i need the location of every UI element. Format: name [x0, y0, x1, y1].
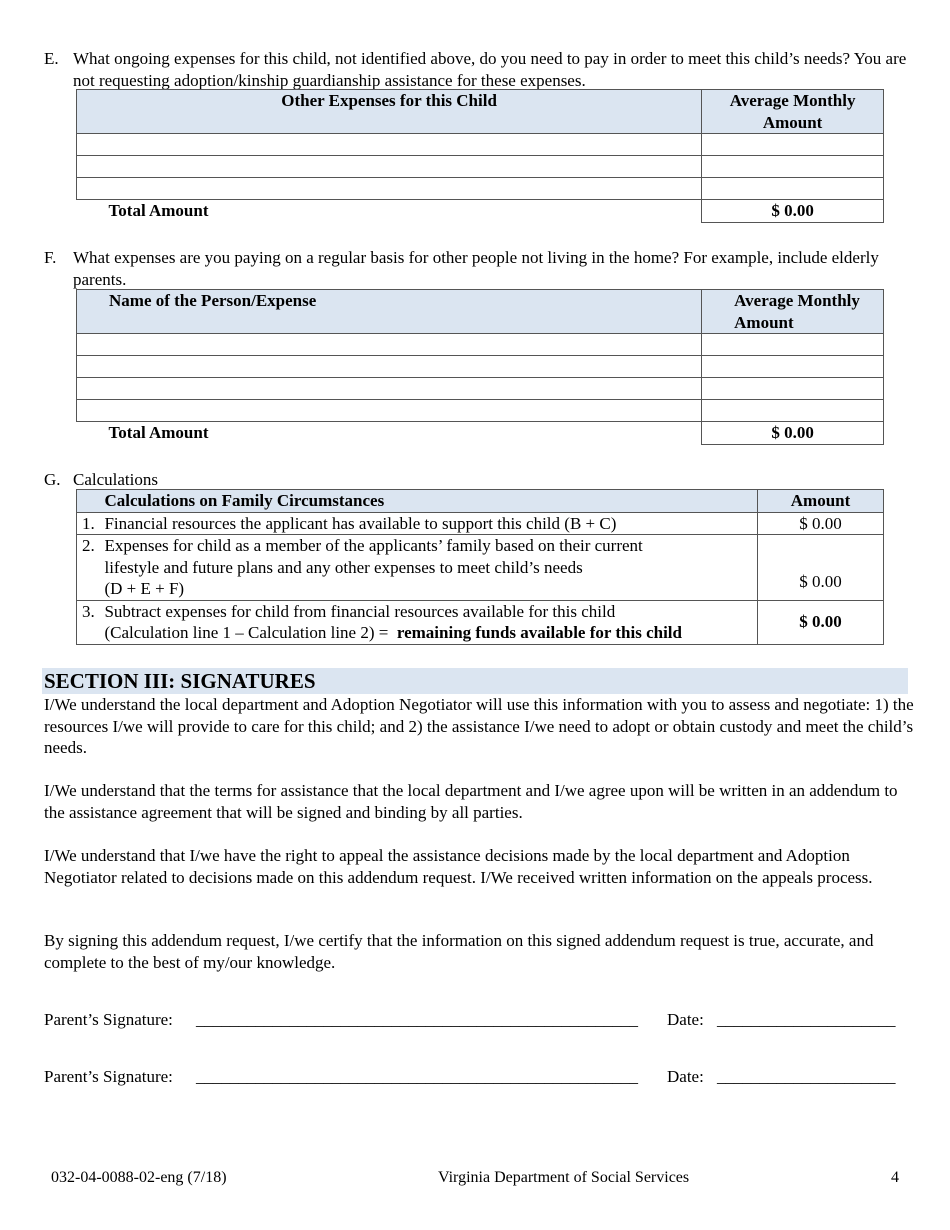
table-row [77, 156, 884, 178]
amount-input[interactable] [702, 400, 884, 422]
signature-row-2 [44, 1066, 909, 1088]
calc-line-3-text [104, 600, 757, 644]
table-row [77, 334, 884, 356]
date-line[interactable]: _____________________ [717, 1067, 896, 1086]
form-id: 032-04-0088-02-eng (7/18) [51, 1169, 227, 1186]
other-expenses-header: Other Expenses for this Child [77, 90, 702, 134]
expense-input[interactable] [77, 400, 702, 422]
monthly-amount-header: Average Monthly Amount [702, 90, 884, 134]
question-e [44, 48, 914, 91]
expense-input[interactable] [77, 134, 702, 156]
table-row [77, 512, 884, 535]
amount-input[interactable] [702, 334, 884, 356]
calc-line-3-text-b: (Calculation line 1 – Calculation line 2) = [104, 623, 389, 642]
question-f-text: What expenses are you paying on a regular basis for other people not living in the home? For example, include elderly parents. [73, 248, 879, 289]
calc-line-3-text-a: Subtract expenses for child from financial resources available for this child [104, 601, 616, 621]
signature-row-1 [44, 1009, 909, 1031]
signature-label: Parent’s Signature: [44, 1067, 173, 1086]
paragraph-2: I/We understand that the terms for assistance that the local department and I/we agree upon will be written in an addendum to the assistance agreement that will be signed and binding by all parties. [44, 781, 898, 822]
question-e-letter: E. [44, 49, 59, 68]
agency-name: Virginia Department of Social Services [438, 1169, 690, 1186]
calc-line-2-text-a: Expenses for child as a member of the applicants’ family based on their current [104, 536, 643, 555]
total-value: $ 0.00 [702, 200, 884, 223]
remaining-funds-label: remaining funds available for this child [396, 623, 682, 642]
calculations-table [76, 489, 884, 645]
expense-input[interactable] [77, 378, 702, 400]
table-row [77, 400, 884, 422]
expense-input[interactable] [77, 178, 702, 200]
amount-input[interactable] [702, 134, 884, 156]
page-number: 4 [891, 1169, 899, 1186]
question-g-text: Calculations [73, 470, 158, 489]
question-f [44, 247, 914, 290]
amount-input[interactable] [702, 178, 884, 200]
monthly-amount-header: Average Monthly Amount [702, 290, 884, 334]
calc-line-2-amount: $ 0.00 [758, 535, 884, 601]
section-title-bar [42, 668, 908, 694]
table-row [77, 134, 884, 156]
paragraph-1: I/We understand the local department and Adoption Negotiator will use this information with you to assess and negotiate: 1) the resources I/we will provide to care for this child; and 2) the assistance I/we need to adopt or obtain custody and meet the child’s needs. [44, 695, 914, 757]
row-number: 2. [77, 535, 105, 601]
paragraph-3: I/We understand that I/we have the right to appeal the assistance decisions made by the local department and Adoption Negotiator related to decisions made on this addendum request. I/We received written information on the appeals process. [44, 846, 873, 887]
calc-line-2-text-b: lifestyle and future plans and any other expenses to meet child’s needs [104, 557, 583, 577]
amount-input[interactable] [702, 356, 884, 378]
expense-input[interactable] [77, 156, 702, 178]
other-people-expenses-table [76, 289, 884, 445]
date-label: Date: [667, 1010, 704, 1029]
question-f-letter: F. [44, 248, 57, 267]
calc-line-2-text [104, 535, 757, 601]
row-number: 1. [77, 512, 105, 535]
signature-line[interactable]: ____________________________________________________ [196, 1010, 638, 1029]
date-label: Date: [667, 1067, 704, 1086]
expense-input[interactable] [77, 356, 702, 378]
signature-label: Parent’s Signature: [44, 1010, 173, 1029]
amount-input[interactable] [702, 156, 884, 178]
table-row [77, 178, 884, 200]
question-g-letter: G. [44, 470, 61, 489]
signature-line[interactable]: ____________________________________________________ [196, 1067, 638, 1086]
amount-input[interactable] [702, 378, 884, 400]
other-expenses-table [76, 89, 884, 223]
table-row [77, 356, 884, 378]
total-value: $ 0.00 [702, 422, 884, 445]
row-number: 3. [77, 600, 105, 644]
calc-line-1-amount: $ 0.00 [758, 512, 884, 535]
total-label: Total Amount [108, 423, 209, 442]
calc-line-1-text: Financial resources the applicant has available to support this child (B + C) [104, 512, 757, 535]
table-row [77, 535, 884, 601]
person-expense-header: Name of the Person/Expense [77, 290, 702, 334]
table-row [77, 600, 884, 644]
calc-line-2-text-c: (D + E + F) [104, 579, 185, 598]
table-row [77, 378, 884, 400]
calc-line-3-amount: $ 0.00 [758, 600, 884, 644]
amount-header: Amount [758, 490, 884, 513]
question-e-text: What ongoing expenses for this child, not identified above, do you need to pay in order to meet this child’s needs? You are not requesting adoption/kinship guardianship assistance for these expenses. [73, 49, 907, 90]
total-label: Total Amount [108, 201, 209, 220]
expense-input[interactable] [77, 334, 702, 356]
section-title: SECTION III: SIGNATURES [44, 669, 316, 693]
question-g [44, 469, 914, 491]
calculations-header: Calculations on Family Circumstances [104, 490, 757, 513]
paragraph-4: By signing this addendum request, I/we certify that the information on this signed addendum request is true, accurate, and complete to the best of my/our knowledge. [44, 931, 874, 972]
date-line[interactable]: _____________________ [717, 1010, 896, 1029]
